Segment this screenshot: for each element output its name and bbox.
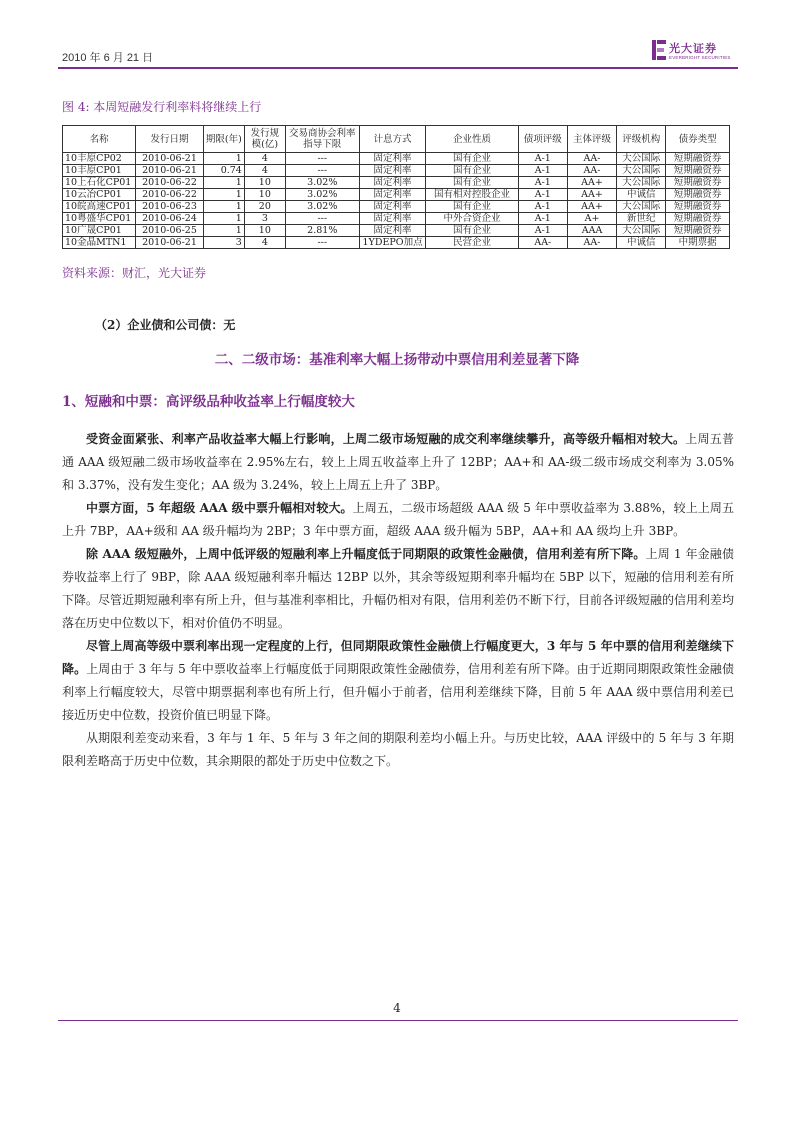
- table-cell: 3: [244, 213, 285, 225]
- column-header: 期限(年): [203, 126, 244, 153]
- table-cell: 0.74: [203, 165, 244, 177]
- table-cell: 短期融资券: [666, 201, 730, 213]
- corporate-bond-note: （2）企业债和公司债：无: [95, 318, 236, 332]
- table-cell: 固定利率: [359, 189, 426, 201]
- table-cell: 1: [203, 213, 244, 225]
- table-cell: 4: [244, 153, 285, 165]
- table-cell: 短期融资券: [666, 213, 730, 225]
- paragraph-lead: 尽管上周高等级中票利率出现一定程度的上行，但同期限政策性金融债上行幅度更大，3 年与 5 年中票的信用利差继续下降。: [62, 639, 734, 676]
- table-cell: A+: [567, 213, 616, 225]
- paragraph: [62, 727, 734, 773]
- table-cell: 10皖高速CP01: [63, 201, 136, 213]
- table-cell: 固定利率: [359, 225, 426, 237]
- logo-subtitle: EVERBRIGHT SECURITIES: [669, 55, 731, 60]
- column-header: 发行日期: [136, 126, 204, 153]
- table-cell: 10丰原CP02: [63, 153, 136, 165]
- table-cell: 国有相对控股企业: [426, 189, 518, 201]
- table-cell: 1: [203, 189, 244, 201]
- table-cell: 10广晟CP01: [63, 225, 136, 237]
- column-header: 评级机构: [617, 126, 666, 153]
- table-cell: 大公国际: [617, 201, 666, 213]
- table-cell: ---: [285, 165, 359, 177]
- table-cell: 国有企业: [426, 165, 518, 177]
- paragraph-text: 上周五普通 AAA 级短融二级市场收益率在 2.95%左右，较上上周五收益率上升了 12BP；AA+和 AA-级二级市场成交利率为 3.05%和 3.37%，没有发生变化；AA 级为 3.24%，较上上周五上升了 3BP。: [62, 432, 734, 492]
- paragraph: [62, 497, 734, 543]
- table-cell: 国有企业: [426, 177, 518, 189]
- table-row: [63, 225, 730, 237]
- table-cell: 国有企业: [426, 153, 518, 165]
- paragraph-text: 从期限利差变动来看，3 年与 1 年、5 年与 3 年之间的期限利差均小幅上升。与历史比较，AAA 评级中的 5 年与 3 年期限利差略高于历史中位数，其余期限的都处于历史中位数之下。: [62, 731, 734, 768]
- figure-source: 资料来源：财汇，光大证券: [62, 266, 207, 280]
- paragraph-text: 上周五，二级市场超级 AAA 级 5 年中票收益率为 3.88%，较上上周五上升 7BP，AA+级和 AA 级升幅均为 2BP；3 年中票方面，超级 AAA 级升幅为 5BP，AA+和 AA 级均上升 3BP。: [62, 501, 734, 538]
- table-cell: 2010-06-25: [136, 225, 204, 237]
- table-cell: A-1: [518, 177, 567, 189]
- column-header: 交易商协会利率指导下限: [285, 126, 359, 153]
- table-cell: 4: [244, 237, 285, 249]
- table-cell: 20: [244, 201, 285, 213]
- table-body: [63, 153, 730, 249]
- table-cell: AA+: [567, 189, 616, 201]
- table-cell: 固定利率: [359, 177, 426, 189]
- table-cell: AAA: [567, 225, 616, 237]
- table-cell: AA+: [567, 201, 616, 213]
- section-title: 二、二级市场：基准利率大幅上扬带动中票信用利差显著下降: [214, 352, 580, 368]
- bond-issuance-table: [62, 125, 730, 249]
- table-cell: A-1: [518, 213, 567, 225]
- table-cell: 1: [203, 177, 244, 189]
- table-cell: 新世纪: [617, 213, 666, 225]
- paragraph: [62, 635, 734, 727]
- table-cell: AA-: [567, 165, 616, 177]
- table-cell: ---: [285, 153, 359, 165]
- table-cell: 3: [203, 237, 244, 249]
- column-header: 计息方式: [359, 126, 426, 153]
- column-header: 名称: [63, 126, 136, 153]
- paragraph-text: 上周由于 3 年与 5 年中票收益率上行幅度低于同期限政策性金融债券，信用利差有所下降。由于近期同期限政策性金融债利率上行幅度较大，尽管中期票据利率也有所上行，但升幅小于前者，信用利差继续下降，目前 5 年 AAA 级中票信用利差已接近历史中位数，投资价值已明显下降。: [62, 662, 734, 722]
- table-cell: 1: [203, 201, 244, 213]
- table-cell: 3.02%: [285, 177, 359, 189]
- table-cell: 4: [244, 165, 285, 177]
- table-cell: 固定利率: [359, 201, 426, 213]
- table-cell: AA-: [567, 237, 616, 249]
- table-row: [63, 177, 730, 189]
- table-header: [63, 126, 730, 153]
- table-row: [63, 213, 730, 225]
- table-cell: ---: [285, 237, 359, 249]
- column-header: 债项评级: [518, 126, 567, 153]
- footer-divider: [58, 1020, 738, 1021]
- table-cell: 民营企业: [426, 237, 518, 249]
- page-number: 4: [393, 1001, 401, 1015]
- table-row: [63, 165, 730, 177]
- table-cell: 短期融资券: [666, 225, 730, 237]
- table-cell: 大公国际: [617, 225, 666, 237]
- table-cell: A-1: [518, 153, 567, 165]
- paragraph-lead: 受资金面紧张、利率产品收益率大幅上行影响，上周二级市场短融的成交利率继续攀升，高等级升幅相对较大。: [86, 432, 686, 446]
- table-cell: 短期融资券: [666, 165, 730, 177]
- company-logo: [652, 40, 736, 66]
- subsection-title: 1、短融和中票：高评级品种收益率上行幅度较大: [62, 394, 355, 410]
- table-cell: A-1: [518, 201, 567, 213]
- table-cell: AA+: [567, 177, 616, 189]
- table-cell: 3.02%: [285, 189, 359, 201]
- table-cell: 10云冶CP01: [63, 189, 136, 201]
- logo-mark-icon: [652, 40, 666, 60]
- table-cell: 1: [203, 225, 244, 237]
- table-cell: ---: [285, 213, 359, 225]
- table-cell: 大公国际: [617, 153, 666, 165]
- table-cell: 中诚信: [617, 237, 666, 249]
- table-cell: 2010-06-22: [136, 177, 204, 189]
- table-cell: 2010-06-21: [136, 237, 204, 249]
- table-cell: 大公国际: [617, 177, 666, 189]
- body-text: [62, 428, 734, 773]
- table-cell: AA-: [518, 237, 567, 249]
- table-cell: 10: [244, 225, 285, 237]
- table-cell: 10金晶MTN1: [63, 237, 136, 249]
- table-cell: 2010-06-22: [136, 189, 204, 201]
- table-cell: 中外合资企业: [426, 213, 518, 225]
- table-cell: 固定利率: [359, 153, 426, 165]
- table-cell: 2010-06-21: [136, 153, 204, 165]
- column-header: 发行规模(亿): [244, 126, 285, 153]
- table-cell: 1YDEPO加点: [359, 237, 426, 249]
- table-row: [63, 237, 730, 249]
- table-row: [63, 189, 730, 201]
- table-cell: 10: [244, 189, 285, 201]
- table-cell: 固定利率: [359, 165, 426, 177]
- table-cell: 大公国际: [617, 165, 666, 177]
- table-cell: 固定利率: [359, 213, 426, 225]
- paragraph-lead: 中票方面，5 年超级 AAA 级中票升幅相对较大。: [86, 501, 353, 515]
- table-cell: 1: [203, 153, 244, 165]
- paragraph: [62, 428, 734, 497]
- column-header: 债券类型: [666, 126, 730, 153]
- table-cell: 2.81%: [285, 225, 359, 237]
- table-cell: A-1: [518, 165, 567, 177]
- paragraph: [62, 543, 734, 635]
- logo-name: 光大证券: [669, 42, 717, 55]
- header-divider: [58, 67, 738, 69]
- table-cell: 中诚信: [617, 189, 666, 201]
- table-cell: 10丰原CP01: [63, 165, 136, 177]
- table-cell: 10上石化CP01: [63, 177, 136, 189]
- figure-title: 图 4: 本周短融发行利率料将继续上行: [62, 100, 262, 114]
- paragraph-lead: 除 AAA 级短融外，上周中低评级的短融利率上升幅度低于同期限的政策性金融债，信用利差有所下降。: [86, 547, 646, 561]
- table-cell: 短期融资券: [666, 153, 730, 165]
- table-cell: 国有企业: [426, 201, 518, 213]
- table-cell: 2010-06-21: [136, 165, 204, 177]
- table-cell: 2010-06-23: [136, 201, 204, 213]
- table-cell: 3.02%: [285, 201, 359, 213]
- table-cell: 10粤盛华CP01: [63, 213, 136, 225]
- table-cell: 10: [244, 177, 285, 189]
- report-date: 2010 年 6 月 21 日: [62, 52, 154, 64]
- table-cell: AA-: [567, 153, 616, 165]
- table-cell: A-1: [518, 225, 567, 237]
- column-header: 企业性质: [426, 126, 518, 153]
- table-row: [63, 201, 730, 213]
- table-cell: A-1: [518, 189, 567, 201]
- table-cell: 短期融资券: [666, 189, 730, 201]
- column-header: 主体评级: [567, 126, 616, 153]
- table-row: [63, 153, 730, 165]
- table-cell: 中期票据: [666, 237, 730, 249]
- table-cell: 短期融资券: [666, 177, 730, 189]
- table-cell: 2010-06-24: [136, 213, 204, 225]
- paragraph-text: 上周 1 年金融债券收益率上行了 9BP，除 AAA 级短融利率升幅达 12BP 以外，其余等级短期利率升幅均在 5BP 以下，短融的信用利差有所下降。尽管近期短融利率有所上升，但与基准利率相比，升幅仍相对有限，信用利差仍不断下行，目前各评级短融的信用利差均落在历史中位数以下，相对价值仍不明显。: [62, 547, 735, 630]
- table-cell: 国有企业: [426, 225, 518, 237]
